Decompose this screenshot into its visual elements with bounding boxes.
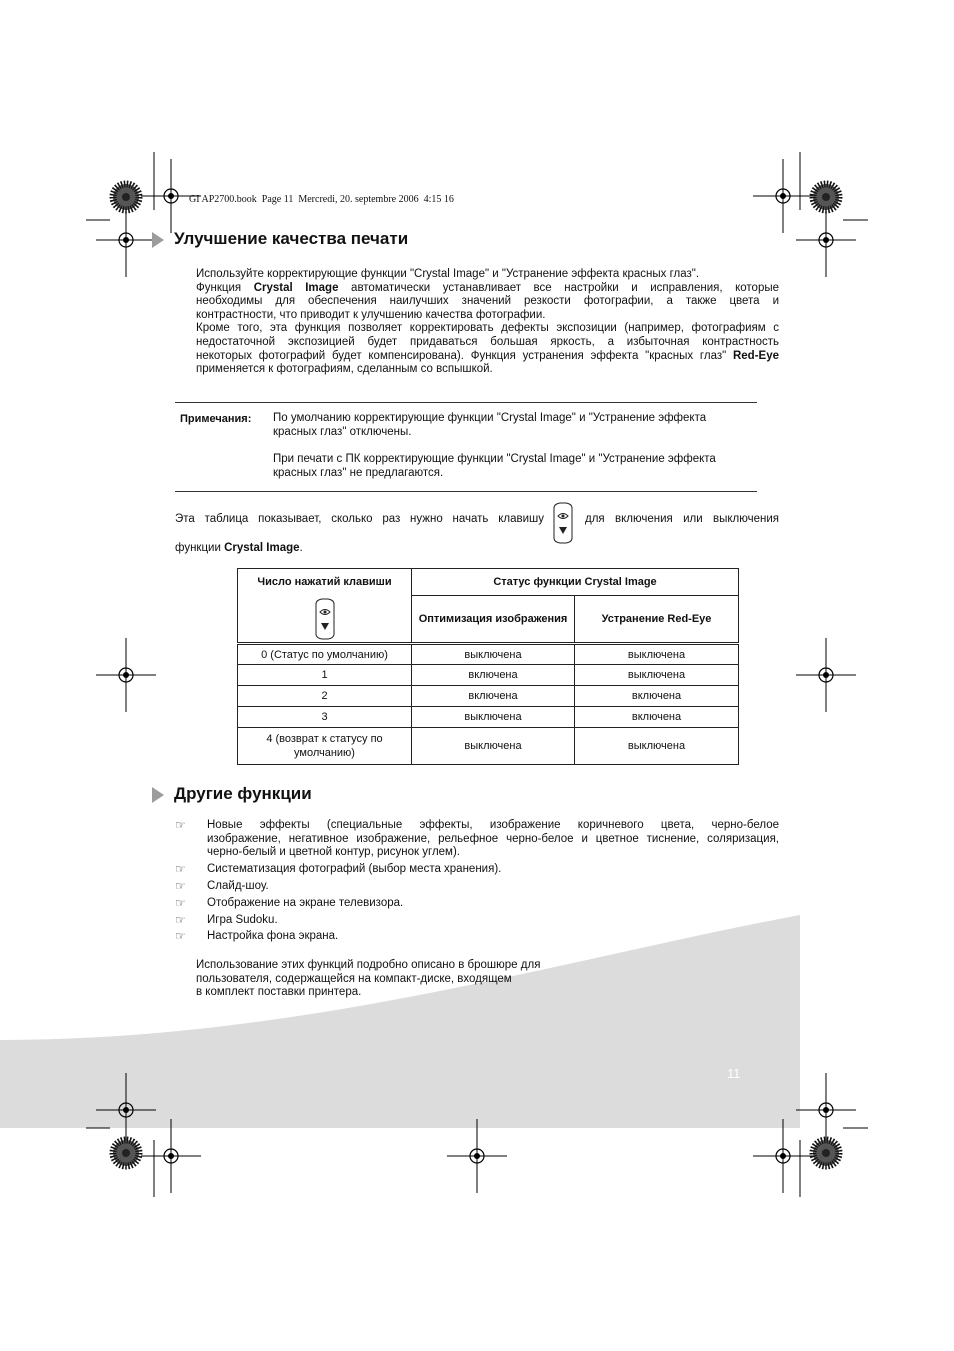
row-redeye: включена	[575, 707, 739, 728]
note-label: Примечания:	[180, 413, 252, 425]
pointing-hand-icon: ☞	[175, 862, 186, 876]
row-optimization: включена	[412, 686, 575, 707]
row-presses: 2	[238, 686, 412, 707]
list-item: Игра Sudoku.	[207, 914, 278, 926]
row-presses: 3	[238, 707, 412, 728]
intro-text-a: Эта таблица показывает, сколько раз нужно начать клавишу	[175, 513, 544, 525]
pointing-hand-icon: ☞	[175, 896, 186, 910]
row-presses: 0 (Статус по умолчанию)	[238, 644, 412, 665]
row-presses: 4 (возврат к статусу по умолчанию)	[238, 728, 412, 765]
note-rule-bottom	[175, 491, 757, 492]
pointing-hand-icon: ☞	[175, 818, 186, 832]
row-presses: 1	[238, 665, 412, 686]
section1-body: Используйте корректирующие функции "Crystal Image" и "Устранение эффекта красных глаз". Функция Crystal Image автоматически устанавливает все настройки и исправления, которые необходимы для обеспечения наилучших значений резкости фотографии, а также цвета и контрастности, что приводит к улучшению качества фотографии. Кроме того, эта функция позволяет корректировать дефекты экспозиции (например, фотографиям с недостаточной экспозицией будет придаваться большая яркость, а избыточная контрастность некоторых фотографий будет компенсирована). Функция устранения эффекта "красных глаз" Red-Eye применяется к фотографиям, сделанным со вспышкой.	[196, 268, 779, 376]
row-redeye: выключена	[575, 728, 739, 765]
intro-text-line2: функции Crystal Image.	[175, 542, 303, 554]
list-item: Систематизация фотографий (выбор места хранения).	[207, 863, 502, 875]
intro-text-b: для включения или выключения	[585, 513, 779, 525]
note-text-1: По умолчанию корректирующие функции "Crystal Image" и "Устранение эффекта красных глаз" отключены.	[273, 412, 707, 438]
row-redeye: выключена	[575, 665, 739, 686]
section-title-print-quality: Улучшение качества печати	[174, 229, 409, 248]
list-item: Настройка фона экрана.	[207, 930, 339, 942]
row-optimization: включена	[412, 665, 575, 686]
section-triangle-icon	[152, 232, 164, 248]
table-row	[238, 728, 739, 765]
header-key-icon-cell	[238, 596, 412, 644]
crystal-image-key-icon	[551, 502, 575, 544]
row-optimization: выключена	[412, 707, 575, 728]
outro-text: Использование этих функций подробно описано в брошюре для пользователя, содержащейся на компакт-диске, входящем в комплект поставки принтера.	[196, 959, 541, 999]
header-status: Статус функции Crystal Image	[412, 569, 739, 596]
note-text-2: При печати с ПК корректирующие функции "Crystal Image" и "Устранение эффекта красных глаз" не предлагаются.	[273, 453, 716, 479]
header-line: GI AP2700.book Page 11 Mercredi, 20. septembre 2006 4:15 16	[189, 194, 454, 205]
header-optimization: Оптимизация изображения	[412, 596, 575, 644]
pointing-hand-icon: ☞	[175, 929, 186, 943]
row-redeye: выключена	[575, 644, 739, 665]
crystal-image-key-icon	[313, 598, 337, 640]
table-row	[238, 707, 739, 728]
list-item: Новые эффекты (специальные эффекты, изображение коричневого цвета, черно-белое изображение, негативное изображение, рельефное черно-белое и цветное тиснение, соляризация, черно-белый и цветной контур, рисунок углем).	[207, 819, 779, 859]
table-row	[238, 665, 739, 686]
section-triangle-icon	[152, 787, 164, 803]
pointing-hand-icon: ☞	[175, 913, 186, 927]
row-redeye: включена	[575, 686, 739, 707]
table-row	[238, 644, 739, 665]
header-presses: Число нажатий клавиши	[238, 569, 412, 596]
note-rule-top	[175, 402, 757, 403]
row-optimization: выключена	[412, 644, 575, 665]
row-optimization: выключена	[412, 728, 575, 765]
table-row	[238, 686, 739, 707]
list-item: Отображение на экране телевизора.	[207, 897, 404, 909]
crystal-image-status-table	[237, 568, 739, 765]
list-item: Слайд-шоу.	[207, 880, 269, 892]
header-redeye: Устранение Red-Eye	[575, 596, 739, 644]
pointing-hand-icon: ☞	[175, 879, 186, 893]
section-title-other-functions: Другие функции	[174, 784, 312, 803]
page-number: 11	[727, 1066, 741, 1081]
